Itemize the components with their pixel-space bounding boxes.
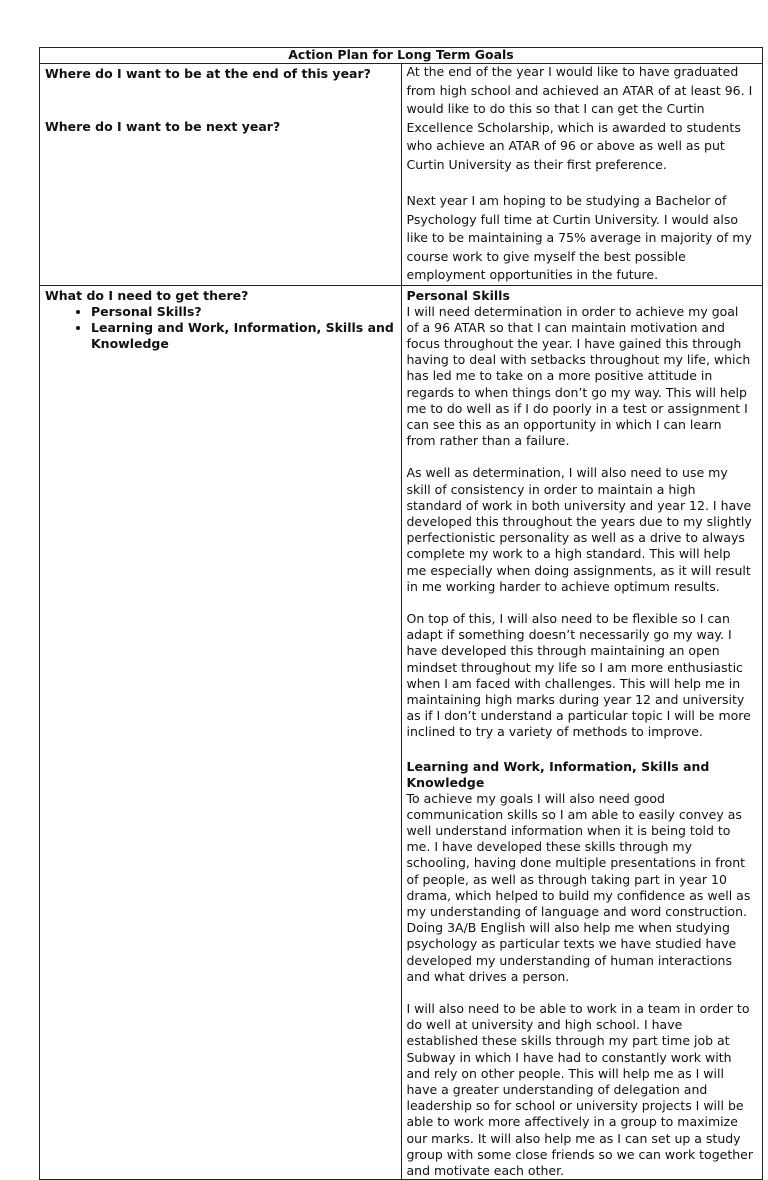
question-next-year: Where do I want to be next year? [45,119,281,134]
paragraph-determination: I will need determination in order to achieve my goal of a 96 ATAR so that I can maintain motivation and focus throughout the year. I have gained this through having to deal with setbacks throughout my life, which has led me to take on a more positive attitude in regards to when things don’t go my way. This will help me to do well as if I do poorly in a test or assignment I can see this as an opportunity in which I can learn from rather than a failure. [406,303,751,449]
bullet-personal-skills: • Personal Skills? [91,304,397,320]
needs-question-cell [40,285,402,1180]
goals-row [40,64,763,286]
paragraph-flexibility: On top of this, I will also need to be flexible so I can adapt if something doesn’t necessarily go my way. I have developed this through maintaining an open mindset throughout my life so I am more enthusiastic when I am faced with challenges. This will help me in maintaining high marks during year 12 and university as if I don’t understand a particular topic I will be more inclined to try a variety of methods to improve. [406,610,751,740]
answer-next-year: Next year I am hoping to be studying a Bachelor of Psychology full time at Curtin University. I would also like to be maintaining a 75% average in majority of my course work to give myself the best possible employment opportunities in the future. [406,193,752,282]
bullet-learning-work: • Learning and Work, Information, Skills and Knowledge [91,320,397,352]
paragraph-communication: To achieve my goals I will also need good communication skills so I am able to easily convey as well understand information when it is being told to me. I have developed these skills through my schooling, having done multiple presentations in front of people, as well as through taking part in year 10 drama, which helped to build my confidence as well as my understanding of language and word construction. Doing 3A/B English will also help me when studying psychology as particular texts we have studied have developed my understanding of human interactions and what drives a person. [406,790,751,984]
action-plan-table [39,47,763,1180]
needs-row [40,285,763,1180]
goals-questions-cell [40,64,402,286]
title-row [40,48,763,64]
paragraph-consistency: As well as determination, I will also need to use my skill of consistency in order to maintain a high standard of work in both university and year 12. I have developed this throughout the years due to my slightly perfectionistic personality as well as a drive to always complete my work to a high standard. This will help me especially when doing assignments, as it will result in me working harder to achieve optimum results. [406,465,752,594]
needs-answers-cell [401,285,763,1180]
heading-personal-skills: Personal Skills [406,287,510,303]
heading-learning-work: Learning and Work, Information, Skills and Knowledge [406,758,710,790]
goals-answers-cell [401,64,763,286]
table-title: Action Plan for Long Term Goals [40,48,763,64]
answer-end-of-year: At the end of the year I would like to have graduated from high school and achieved an ATAR of at least 96. I would like to do this so that I can get the Curtin Excellence Scholarship, which is awarded to students who achieve an ATAR of 96 or above as well as put Curtin University as their first preference. [406,64,753,172]
question-what-do-i-need: What do I need to get there? [45,287,249,303]
question-end-of-year: Where do I want to be at the end of this year? [45,66,371,81]
needs-bullet-list [45,304,397,352]
paragraph-teamwork: I will also need to be able to work in a team in order to do well at university and high school. I have established these skills through my part time job at Subway in which I have had to constantly work with and rely on other people. This will help me as I will have a greater understanding of delegation and leadership so for school or university projects I will be able to work more affectively in a group to maximize our marks. It will also help me as I can set up a study group with some close friends so we can work together and motivate each other. [406,1001,753,1179]
